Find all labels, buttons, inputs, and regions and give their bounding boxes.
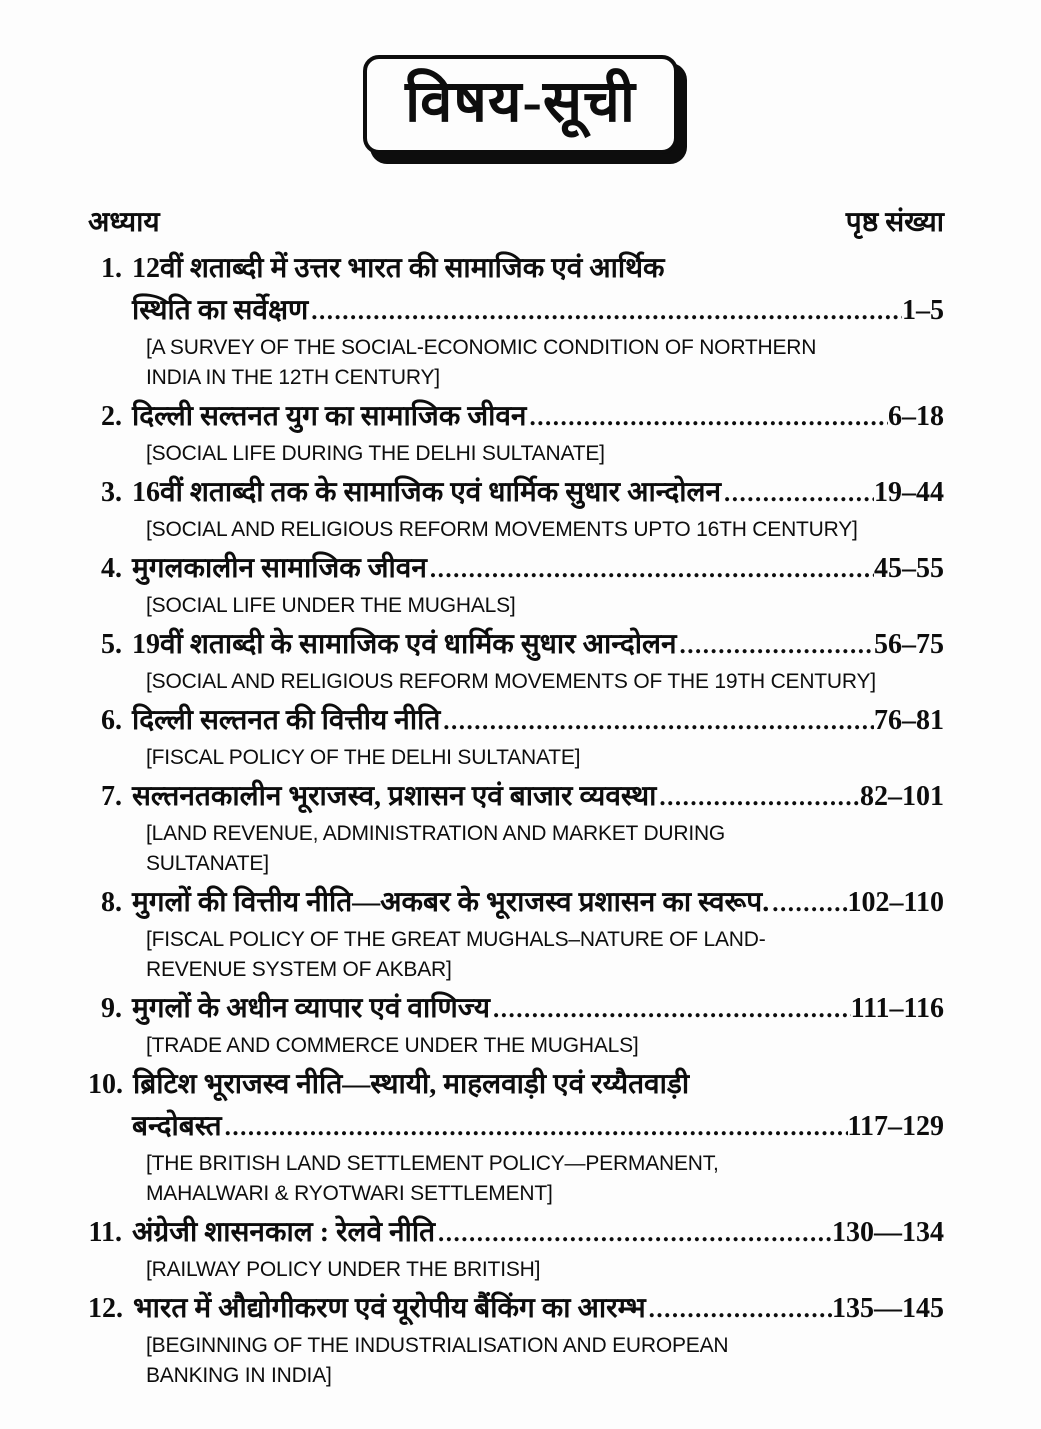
english-subtitle: [LAND REVENUE, ADMINISTRATION AND MARKET DURING bbox=[146, 821, 726, 845]
dot-leader bbox=[769, 883, 847, 925]
toc-title-line bbox=[88, 290, 944, 333]
chapter-title: भारत में औद्योगीकरण एवं यूरोपीय बैंकिंग का आरम्भ bbox=[133, 1292, 646, 1324]
toc-item bbox=[88, 472, 944, 545]
chapter-number: 11. bbox=[88, 1216, 122, 1248]
dot-leader bbox=[646, 1289, 832, 1331]
toc-title-line bbox=[88, 882, 944, 925]
page-number-column-label: पृष्ठ संख्या bbox=[845, 206, 944, 238]
page-range: 19–44 bbox=[874, 476, 944, 508]
chapter-title: दिल्ली सल्तनत युग का सामाजिक जीवन bbox=[132, 400, 527, 432]
dot-leader bbox=[656, 777, 860, 819]
english-subtitle: [SOCIAL AND RELIGIOUS REFORM MOVEMENTS UPTO 16TH CENTURY] bbox=[146, 517, 858, 541]
page-range: 56–75 bbox=[874, 628, 944, 660]
chapter-number: 5. bbox=[101, 628, 122, 660]
toc-title-line bbox=[88, 700, 944, 743]
toc-item bbox=[88, 1212, 944, 1285]
chapter-title: दिल्ली सल्तनत की वित्तीय नीति bbox=[132, 704, 441, 736]
english-subtitle: [A SURVEY OF THE SOCIAL-ECONOMIC CONDITION OF NORTHERN bbox=[146, 335, 817, 359]
english-subtitle: REVENUE SYSTEM OF AKBAR] bbox=[146, 957, 452, 981]
toc-item bbox=[88, 248, 944, 393]
toc-title-line bbox=[88, 1288, 944, 1331]
english-subtitle: INDIA IN THE 12TH CENTURY] bbox=[146, 365, 440, 389]
toc-title-line bbox=[88, 1106, 944, 1149]
page-range: 111–116 bbox=[850, 992, 944, 1024]
toc-title-line bbox=[88, 776, 944, 819]
chapter-title: ब्रिटिश भूराजस्व नीति—स्थायी, माहलवाड़ी एवं रय्यैतवाड़ी bbox=[133, 1068, 690, 1100]
toc-list bbox=[88, 248, 944, 1391]
chapter-title: अंग्रेजी शासनकाल : रेलवे नीति bbox=[132, 1216, 436, 1248]
page-range: 102–110 bbox=[847, 886, 944, 918]
chapter-column-label: अध्याय bbox=[88, 206, 160, 238]
page-header bbox=[0, 0, 1041, 154]
toc-title-line bbox=[88, 396, 944, 439]
english-subtitle: [SOCIAL LIFE UNDER THE MUGHALS] bbox=[146, 593, 516, 617]
chapter-number: 3. bbox=[101, 476, 122, 508]
chapter-number: 6. bbox=[101, 704, 122, 736]
toc-item bbox=[88, 1288, 944, 1391]
page-range: 45–55 bbox=[874, 552, 944, 584]
dot-leader bbox=[427, 549, 874, 591]
toc-item bbox=[88, 776, 944, 879]
toc-item bbox=[88, 624, 944, 697]
page-range: 1–5 bbox=[902, 294, 944, 326]
dot-leader bbox=[677, 625, 874, 667]
toc-item bbox=[88, 1064, 944, 1209]
dot-leader bbox=[308, 291, 902, 333]
toc-item bbox=[88, 988, 944, 1061]
chapter-title: 12वीं शताब्दी में उत्तर भारत की सामाजिक एवं आर्थिक bbox=[132, 252, 665, 284]
chapter-number: 12. bbox=[88, 1292, 123, 1324]
toc-title-line bbox=[88, 472, 944, 515]
english-subtitle: [BEGINNING OF THE INDUSTRIALISATION AND EUROPEAN bbox=[146, 1333, 729, 1357]
chapter-number: 7. bbox=[101, 780, 122, 812]
dot-leader bbox=[526, 397, 888, 439]
chapter-title: 16वीं शताब्दी तक के सामाजिक एवं धार्मिक सुधार आन्दोलन bbox=[132, 476, 721, 508]
chapter-title: बन्दोबस्त bbox=[132, 1110, 222, 1142]
toc-title-line bbox=[88, 988, 944, 1031]
toc-item bbox=[88, 396, 944, 469]
dot-leader bbox=[222, 1107, 848, 1149]
toc-title-line bbox=[88, 1064, 944, 1106]
toc-title-line bbox=[88, 1212, 944, 1255]
toc-item bbox=[88, 548, 944, 621]
english-subtitle: BANKING IN INDIA] bbox=[146, 1363, 332, 1387]
english-subtitle: [RAILWAY POLICY UNDER THE BRITISH] bbox=[146, 1257, 541, 1281]
toc-item bbox=[88, 882, 944, 985]
dot-leader bbox=[440, 701, 874, 743]
page-range: 130—134 bbox=[832, 1216, 944, 1248]
toc-title-line bbox=[88, 248, 944, 290]
chapter-number: 1. bbox=[101, 252, 122, 284]
page-range: 6–18 bbox=[888, 400, 944, 432]
toc-column-headers bbox=[88, 202, 944, 240]
chapter-title: स्थिति का सर्वेक्षण bbox=[132, 294, 309, 326]
dot-leader bbox=[435, 1213, 832, 1255]
english-subtitle: [SOCIAL AND RELIGIOUS REFORM MOVEMENTS OF THE 19TH CENTURY] bbox=[146, 669, 876, 693]
chapter-number: 4. bbox=[101, 552, 122, 584]
english-subtitle: MAHALWARI & RYOTWARI SETTLEMENT] bbox=[146, 1181, 553, 1205]
page-range: 82–101 bbox=[860, 780, 944, 812]
english-subtitle: [FISCAL POLICY OF THE DELHI SULTANATE] bbox=[146, 745, 581, 769]
dot-leader bbox=[721, 473, 874, 515]
chapter-title: 19वीं शताब्दी के सामाजिक एवं धार्मिक सुधार आन्दोलन bbox=[132, 628, 677, 660]
toc-item bbox=[88, 700, 944, 773]
title-box bbox=[363, 55, 678, 154]
english-subtitle: [TRADE AND COMMERCE UNDER THE MUGHALS] bbox=[146, 1033, 639, 1057]
page-range: 135—145 bbox=[832, 1292, 944, 1324]
chapter-title: मुगलों की वित्तीय नीति—अकबर के भूराजस्व प्रशासन का स्वरूप. bbox=[132, 886, 770, 918]
chapter-number: 9. bbox=[101, 992, 122, 1024]
english-subtitle: [FISCAL POLICY OF THE GREAT MUGHALS–NATURE OF LAND- bbox=[146, 927, 766, 951]
page-title: विषय-सूची bbox=[405, 69, 636, 134]
chapter-title: मुगलकालीन सामाजिक जीवन bbox=[132, 552, 427, 584]
page-range: 117–129 bbox=[847, 1110, 944, 1142]
english-subtitle: [SOCIAL LIFE DURING THE DELHI SULTANATE] bbox=[146, 441, 605, 465]
chapter-number: 10. bbox=[88, 1068, 123, 1100]
page-range: 76–81 bbox=[874, 704, 944, 736]
chapter-title: सल्तनतकालीन भूराजस्व, प्रशासन एवं बाजार व्यवस्था bbox=[132, 780, 657, 812]
chapter-number: 2. bbox=[101, 400, 122, 432]
toc-title-line bbox=[88, 548, 944, 591]
english-subtitle: [THE BRITISH LAND SETTLEMENT POLICY—PERMANENT, bbox=[146, 1151, 719, 1175]
english-subtitle: SULTANATE] bbox=[146, 851, 269, 875]
dot-leader bbox=[490, 989, 851, 1031]
chapter-title: मुगलों के अधीन व्यापार एवं वाणिज्य bbox=[132, 992, 490, 1024]
chapter-number: 8. bbox=[101, 886, 122, 918]
toc-title-line bbox=[88, 624, 944, 667]
